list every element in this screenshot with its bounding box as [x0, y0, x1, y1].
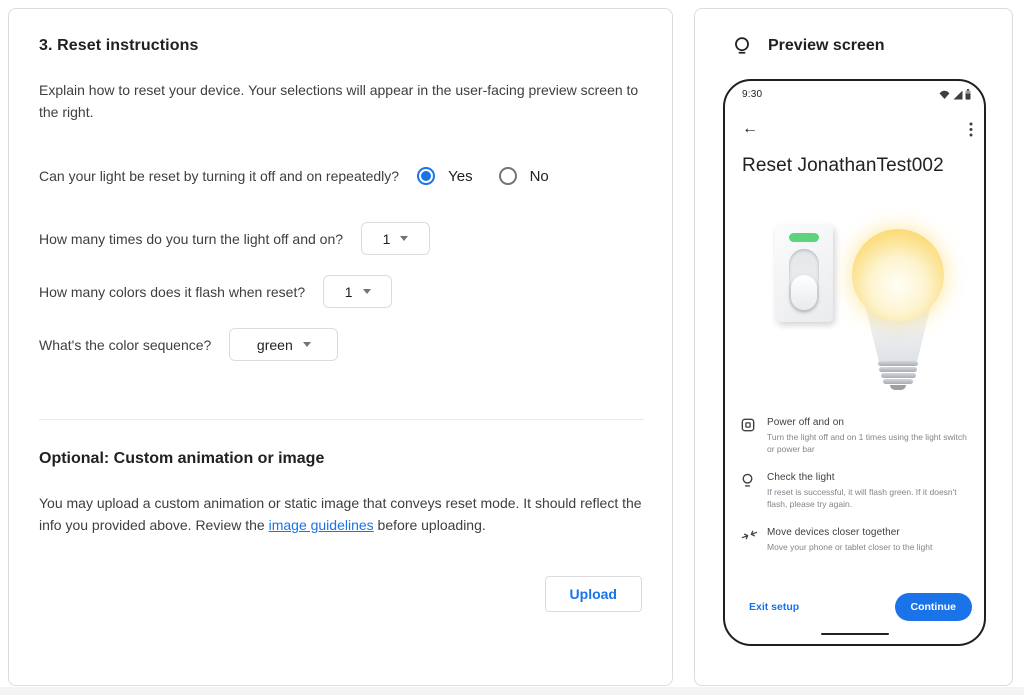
instruction-title: Move devices closer together [767, 527, 900, 538]
bulb-screw-base [851, 361, 945, 390]
bulb-globe [852, 229, 944, 321]
battery-icon [965, 89, 971, 100]
radio-no-label[interactable]: No [529, 167, 549, 185]
arrow-left-icon: ← [742, 120, 758, 137]
times-dropdown-value: 1 [382, 230, 391, 247]
switch-green-led [789, 233, 819, 242]
dropdown-question-label: How many times do you turn the light off and on? [39, 230, 344, 247]
list-item [741, 472, 972, 510]
radio-yes-label[interactable]: Yes [448, 167, 473, 185]
signal-icon [953, 90, 963, 100]
reset-instructions-card [8, 8, 673, 686]
move-closer-icon [741, 527, 767, 553]
continue-button: Continue [895, 593, 973, 621]
image-guidelines-link[interactable]: image guidelines [268, 517, 374, 533]
colors-dropdown-value: 1 [344, 283, 353, 300]
switch-rocker-button [791, 275, 817, 310]
radio-group [417, 167, 549, 185]
phone-status-bar [742, 89, 971, 100]
phone-footer [749, 593, 972, 621]
instruction-description: If reset is successful, it will flash green. If it doesn't flash, please try again. [767, 487, 957, 509]
optional-body-text-before: You may upload a custom animation or static image that conveys reset mode. It should reflect the info you provided above. Review the [39, 495, 642, 533]
switch-rocker [789, 249, 819, 312]
section-heading: 3. Reset instructions [39, 37, 199, 54]
instruction-title: Power off and on [767, 417, 845, 428]
chevron-down-icon [303, 342, 311, 347]
preview-card [694, 8, 1013, 686]
list-item [741, 417, 972, 455]
chevron-down-icon [363, 289, 371, 294]
three-dot-menu-icon [969, 122, 973, 137]
chevron-down-icon [400, 236, 408, 241]
list-item [741, 527, 972, 553]
times-dropdown[interactable] [361, 222, 430, 255]
instruction-description: Move your phone or tablet closer to the light [767, 542, 933, 552]
phone-screen-title: Reset JonathanTest002 [742, 155, 944, 176]
power-outlet-icon [741, 417, 767, 455]
section-divider [39, 419, 644, 420]
status-time: 9:30 [742, 89, 763, 100]
radio-question-row [39, 167, 642, 185]
lightbulb-icon [741, 472, 767, 510]
dropdown-question-row-colors [39, 275, 642, 308]
radio-yes[interactable] [417, 167, 435, 185]
optional-section-body [39, 492, 642, 536]
radio-yes-dot [421, 171, 431, 181]
exit-setup-link: Exit setup [749, 601, 800, 613]
phone-mockup [723, 79, 986, 646]
dropdown-question-row-sequence [39, 328, 642, 361]
instruction-title: Check the light [767, 472, 835, 483]
lightbulb-illustration [851, 229, 945, 391]
section-description: Explain how to reset your device. Your selections will appear in the user-facing preview screen to the right. [39, 82, 639, 120]
lightbulb-icon [731, 35, 753, 57]
status-icons [939, 89, 971, 100]
preview-header [695, 9, 1012, 57]
dropdown-question-label: How many colors does it flash when reset? [39, 283, 306, 300]
instruction-list [741, 417, 972, 570]
dropdown-question-label: What's the color sequence? [39, 336, 212, 353]
colors-dropdown[interactable] [323, 275, 392, 308]
page-bottom-strip [0, 687, 1024, 695]
upload-button[interactable]: Upload [545, 576, 642, 612]
home-indicator-bar [821, 633, 889, 636]
preview-title: Preview screen [768, 37, 885, 54]
color-sequence-dropdown[interactable] [229, 328, 338, 361]
dropdown-question-row-times [39, 222, 642, 255]
light-switch-illustration [775, 225, 833, 322]
phone-nav-bar [742, 121, 973, 137]
wifi-icon [939, 90, 950, 100]
optional-body-text-after: before uploading. [373, 517, 486, 533]
color-sequence-dropdown-value: green [256, 336, 293, 353]
optional-section-heading: Optional: Custom animation or image [39, 450, 325, 467]
instruction-description: Turn the light off and on 1 times using the light switch or power bar [767, 432, 967, 454]
radio-no[interactable] [499, 167, 517, 185]
radio-question-label: Can your light be reset by turning it off and on repeatedly? [39, 168, 400, 184]
